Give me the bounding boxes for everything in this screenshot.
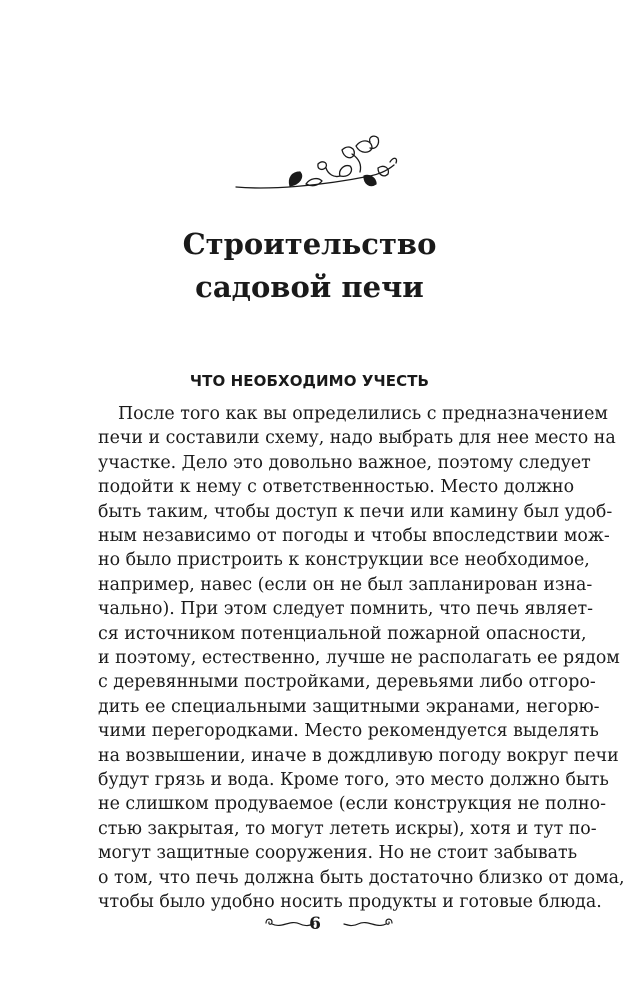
paragraph-line: не слишком продуваемое (если конструкция не полно- (98, 794, 606, 815)
scroll-flourish-icon (336, 913, 396, 935)
chapter-title-line-1: Строительство (182, 227, 437, 261)
paragraph-line: будут грязь и вода. Кроме того, это место должно быть (98, 770, 609, 790)
floral-vine-icon (230, 128, 400, 208)
section-heading: ЧТО НЕОБХОДИМО УЧЕСТЬ (189, 372, 430, 390)
paragraph-line: но было пристроить к конструкции все необходимое, (98, 550, 590, 571)
paragraph-line: печи и составили схему, надо выбрать для нее место на (98, 428, 616, 449)
chapter-title-line-2: садовой печи (195, 270, 424, 304)
paragraph-line: ным независимо от погоды и чтобы впоследствии мож- (98, 526, 610, 546)
paragraph-line: чими перегородками. Место рекомендуется выделять (98, 721, 599, 742)
paragraph-line: чально). При этом следует помнить, что печь являет- (98, 599, 594, 620)
paragraph-line: могут защитные сооружения. Но не стоит забывать (98, 843, 578, 864)
paragraph-line: с деревянными постройками, деревьями либо отгоро- (98, 672, 596, 693)
paragraph-line: быть таким, чтобы доступ к печи или камину был удоб- (98, 501, 613, 522)
paragraph-line: подойти к нему с ответственностью. Место должно (98, 477, 575, 498)
paragraph-line: дить ее специальными защитными экранами, негорю- (98, 696, 600, 717)
paragraph-line: и поэтому, естественно, лучше не располагать ее рядом (98, 648, 620, 668)
paragraph-line: ся источником потенциальной пожарной опасности, (98, 623, 587, 644)
paragraph-line: чтобы было удобно носить продукты и готовые блюда. (98, 892, 602, 912)
paragraph-line: участке. Дело это довольно важное, поэтому следует (98, 452, 591, 473)
paragraph-line: о том, что печь должна быть достаточно близко от дома, (98, 867, 625, 888)
page-number: 6 (309, 914, 321, 934)
paragraph-line: на возвышении, иначе в дождливую погоду вокруг печи (98, 745, 619, 766)
paragraph-line: После того как вы определились с предназначением (118, 404, 608, 424)
paragraph-line: стью закрытая, то могут лететь искры), хотя и тут по- (98, 818, 597, 839)
paragraph-line: например, навес (если он не был запланирован изна- (98, 574, 593, 595)
